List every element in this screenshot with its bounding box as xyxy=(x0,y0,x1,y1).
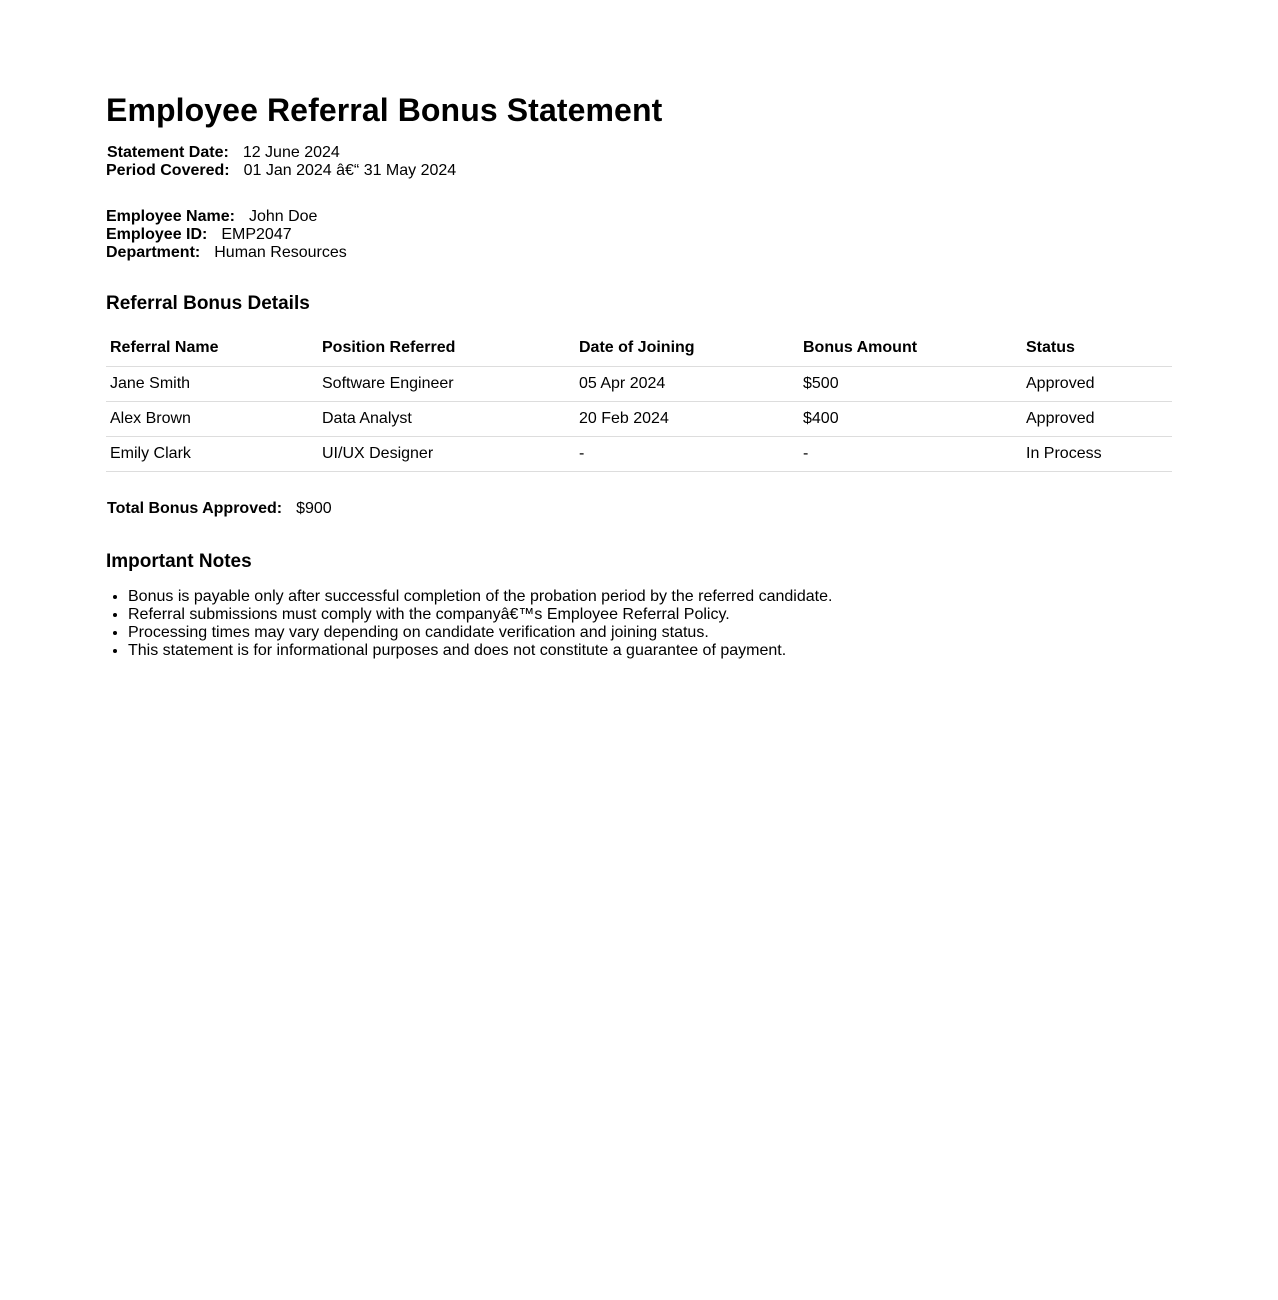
bonus-amount-cell: - xyxy=(799,437,1022,472)
joining-date-cell: - xyxy=(575,437,799,472)
table-row xyxy=(106,402,1172,437)
department-value: Human Resources xyxy=(214,244,347,261)
table-row xyxy=(106,367,1172,402)
position-cell: Software Engineer xyxy=(318,367,575,402)
position-cell: Data Analyst xyxy=(318,402,575,437)
joining-date-cell: 05 Apr 2024 xyxy=(575,367,799,402)
list-item: • Bonus is payable only after successful completion of the probation period by the referred candidate. xyxy=(128,588,1172,606)
referral-details-heading: Referral Bonus Details xyxy=(106,293,310,314)
page-title: Employee Referral Bonus Statement xyxy=(106,92,663,128)
bonus-amount-cell: $400 xyxy=(799,402,1022,437)
employee-id-row xyxy=(106,226,1172,244)
list-item: • Processing times may vary depending on candidate verification and joining status. xyxy=(128,624,1172,642)
period-covered-value: 01 Jan 2024 â€“ 31 May 2024 xyxy=(243,162,457,179)
column-header-position-referred: Position Referred xyxy=(318,332,575,367)
referral-name-cell: Jane Smith xyxy=(106,367,318,402)
statement-meta xyxy=(106,144,1172,180)
column-header-bonus-amount: Bonus Amount xyxy=(799,332,1022,367)
notes-list xyxy=(106,588,1172,660)
column-header-status: Status xyxy=(1022,332,1172,367)
department-label: Department: xyxy=(106,244,201,261)
total-bonus-label: Total Bonus Approved: xyxy=(107,500,283,517)
statement-date-row xyxy=(106,144,1172,162)
list-item: • Referral submissions must comply with the companyâ€™s Employee Referral Policy. xyxy=(128,606,1172,624)
employee-name-row xyxy=(106,208,1172,226)
status-cell: Approved xyxy=(1022,402,1172,437)
referral-bonus-table xyxy=(106,332,1172,472)
referral-name-cell: Emily Clark xyxy=(106,437,318,472)
important-notes-heading: Important Notes xyxy=(106,551,252,572)
employee-info xyxy=(106,208,1172,262)
status-cell: In Process xyxy=(1022,437,1172,472)
referral-name-cell: Alex Brown xyxy=(106,402,318,437)
statement-date-label: Statement Date: xyxy=(107,144,229,161)
status-cell: Approved xyxy=(1022,367,1172,402)
employee-name-label: Employee Name: xyxy=(106,208,235,225)
column-header-referral-name: Referral Name xyxy=(106,332,318,367)
statement-date-value: 12 June 2024 xyxy=(242,144,340,161)
table-header-row xyxy=(106,332,1172,367)
column-header-date-of-joining: Date of Joining xyxy=(575,332,799,367)
period-covered-label: Period Covered: xyxy=(106,162,230,179)
joining-date-cell: 20 Feb 2024 xyxy=(575,402,799,437)
employee-name-value: John Doe xyxy=(248,208,318,225)
employee-id-value: EMP2047 xyxy=(221,226,292,243)
total-bonus-row xyxy=(106,500,1172,518)
list-item: • This statement is for informational purposes and does not constitute a guarantee of payment. xyxy=(128,642,1172,660)
table-row xyxy=(106,437,1172,472)
total-bonus-value: $900 xyxy=(296,500,332,517)
position-cell: UI/UX Designer xyxy=(318,437,575,472)
department-row xyxy=(106,244,1172,262)
bonus-amount-cell: $500 xyxy=(799,367,1022,402)
period-covered-row xyxy=(106,162,1172,180)
statement-document xyxy=(106,88,1172,660)
employee-id-label: Employee ID: xyxy=(106,226,208,243)
